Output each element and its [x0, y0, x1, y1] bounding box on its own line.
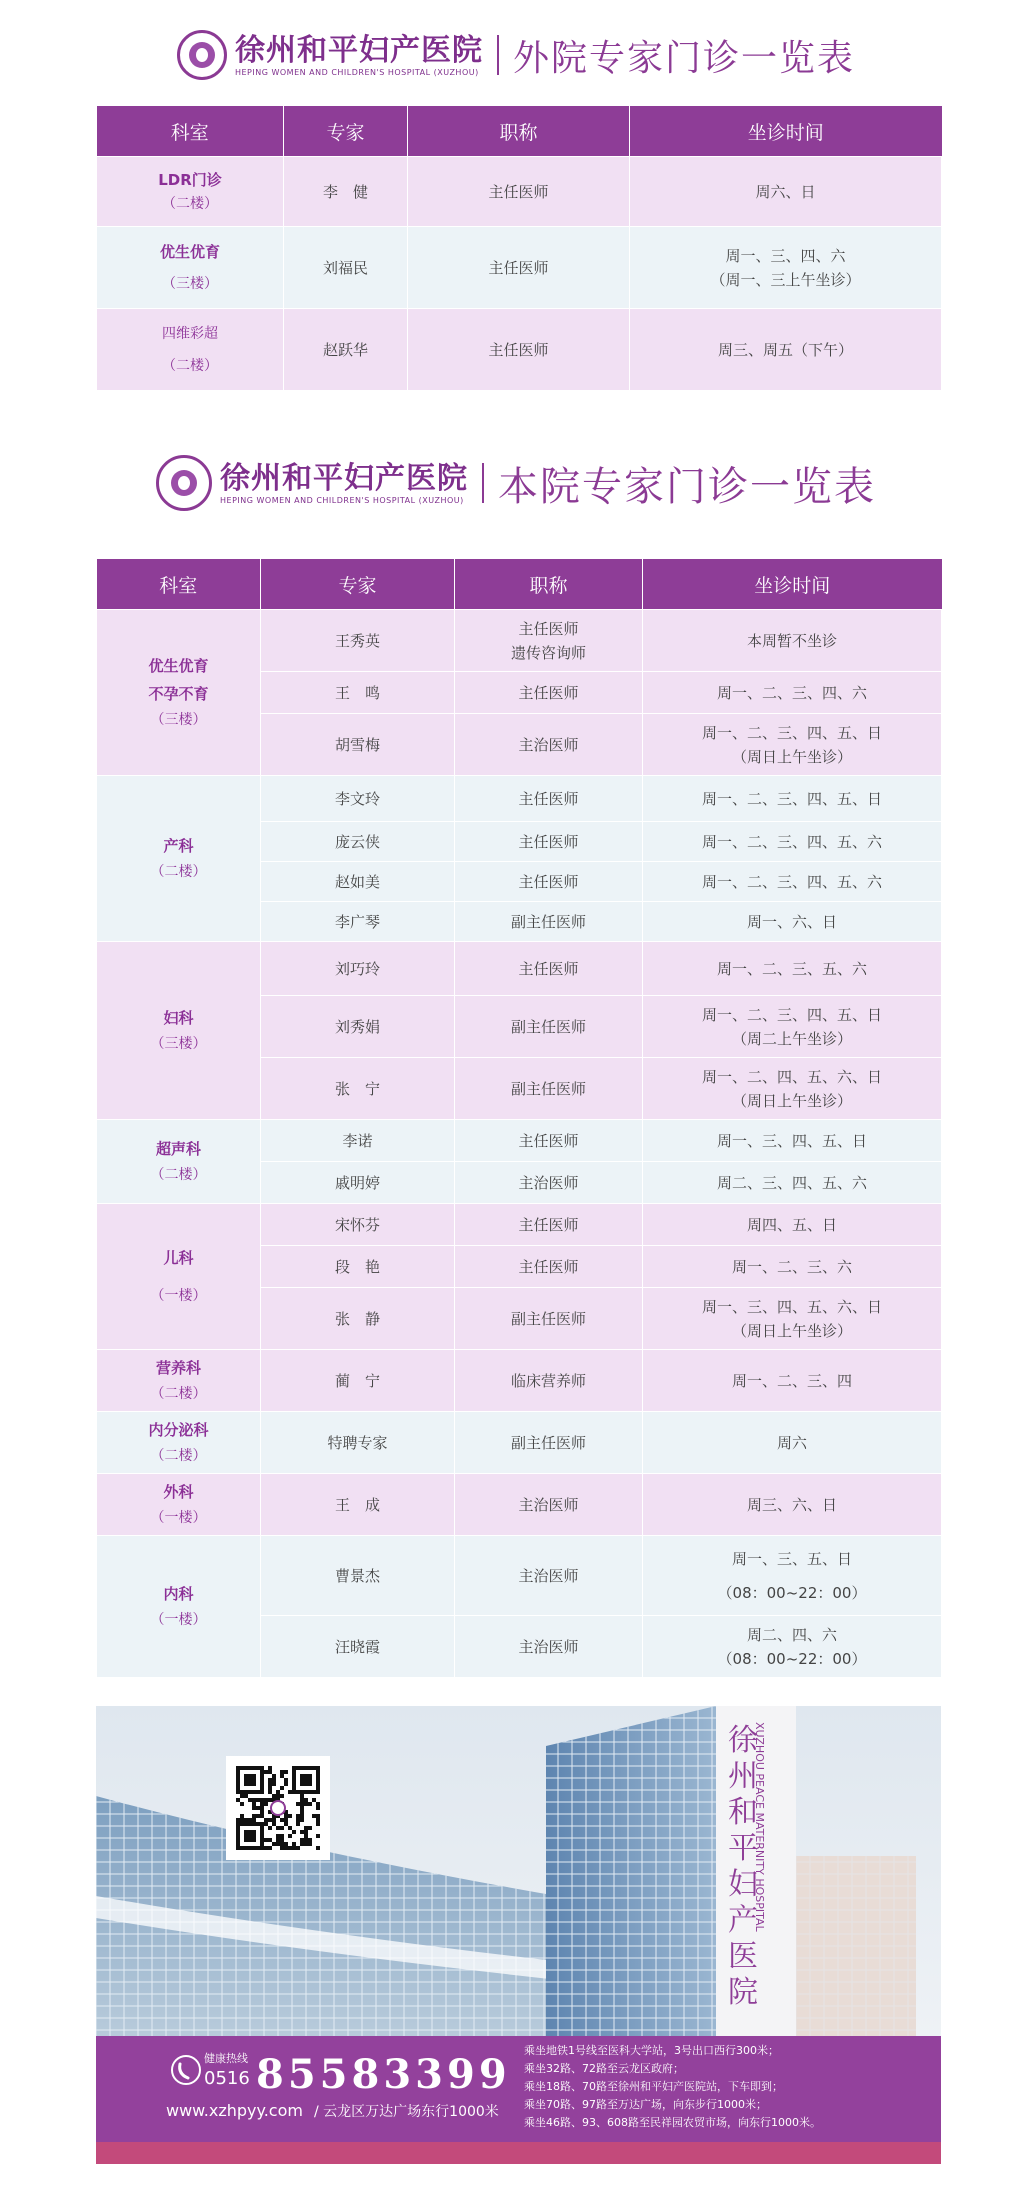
expert-cell: 赵如美	[261, 862, 455, 902]
table-row	[97, 309, 942, 391]
time-cell: 周一、二、三、四	[643, 1350, 942, 1412]
table-row	[97, 1204, 942, 1246]
time-cell: 周六	[643, 1412, 942, 1474]
direction-item: 乘坐70路、97路至万达广场，向东步行1000米；	[524, 2098, 767, 2111]
direction-item: 乘坐18路、70路至徐州和平妇产医院站，下车即到；	[524, 2080, 783, 2093]
direction-item: 乘坐46路、93、608路至民祥园农贸市场，向东行1000米。	[524, 2116, 821, 2129]
dept-cell: 内科 （一楼）	[97, 1536, 261, 1678]
expert-cell: 李文玲	[261, 776, 455, 822]
dept-cell: 营养科 （二楼）	[97, 1350, 261, 1412]
expert-cell: 蔺 宁	[261, 1350, 455, 1412]
header-expert: 专家	[284, 106, 408, 157]
dept-cell: 儿科 （一楼）	[97, 1204, 261, 1350]
header-divider	[497, 35, 499, 75]
header-divider	[482, 463, 484, 503]
time-cell: 周一、二、三、四、五、日 （周日上午坐诊）	[643, 714, 942, 776]
website-link[interactable]: www.xzhpyy.com	[166, 2101, 303, 2120]
table-row	[97, 227, 942, 309]
table-header-row	[97, 559, 942, 610]
time-cell: 周一、二、三、四、五、日	[643, 776, 942, 822]
title-cell: 主治医师	[455, 1162, 643, 1204]
dept-cell: LDR门诊 （二楼）	[97, 157, 284, 227]
title-cell: 主任医师	[455, 1204, 643, 1246]
hotline-number: 85583399	[256, 2051, 511, 2098]
title-cell: 主治医师	[455, 1474, 643, 1536]
title-cell: 副主任医师	[455, 1288, 643, 1350]
table-row	[97, 1412, 942, 1474]
title-cell: 主治医师	[455, 714, 643, 776]
hospital-logo	[156, 455, 468, 511]
expert-cell: 王 成	[261, 1474, 455, 1536]
internal-schedule-table	[96, 559, 942, 1678]
title-cell: 副主任医师	[455, 996, 643, 1058]
building-sign-en: XUZHOU PEACE MATERNITY HOSPITAL	[753, 1722, 766, 1932]
expert-cell: 王秀英	[261, 610, 455, 672]
time-cell: 周一、六、日	[643, 902, 942, 942]
title-cell: 副主任医师	[455, 902, 643, 942]
expert-cell: 曹景杰	[261, 1536, 455, 1616]
time-cell: 本周暂不坐诊	[643, 610, 942, 672]
external-schedule-table	[96, 106, 942, 391]
time-cell: 周一、二、三、四、五、六	[643, 862, 942, 902]
time-cell: 周一、二、四、五、六、日 （周日上午坐诊）	[643, 1058, 942, 1120]
expert-cell: 李 健	[284, 157, 408, 227]
expert-cell: 刘秀娟	[261, 996, 455, 1058]
expert-cell: 李广琴	[261, 902, 455, 942]
expert-cell: 刘福民	[284, 227, 408, 309]
expert-cell: 庞云侠	[261, 822, 455, 862]
time-cell: 周一、三、四、六 （周一、三上午坐诊）	[630, 227, 942, 309]
title-cell: 主任医师	[455, 822, 643, 862]
time-cell: 周三、六、日	[643, 1474, 942, 1536]
direction-item: 乘坐地铁1号线至医科大学站，3号出口西行300米；	[524, 2044, 779, 2057]
hospital-logo	[177, 30, 483, 80]
title-cell: 主任医师	[408, 227, 630, 309]
table-row	[97, 1350, 942, 1412]
expert-cell: 张 静	[261, 1288, 455, 1350]
external-title: 外院专家门诊一览表	[512, 37, 855, 79]
title-cell: 主任医师	[455, 1120, 643, 1162]
sign-char: 徐	[728, 1723, 758, 1758]
title-cell: 主任医师	[408, 157, 630, 227]
dept-cell: 内分泌科 （二楼）	[97, 1412, 261, 1474]
dept-cell: 四维彩超 （二楼）	[97, 309, 284, 391]
table-row	[97, 776, 942, 822]
header-title: 职称	[408, 106, 630, 157]
logo-icon	[156, 455, 212, 511]
expert-cell: 胡雪梅	[261, 714, 455, 776]
directions-list	[524, 2043, 821, 2129]
header-title: 职称	[455, 559, 643, 610]
sign-char: 医	[728, 1939, 758, 1974]
table-header-row	[97, 106, 942, 157]
dept-cell: 超声科 （二楼）	[97, 1120, 261, 1204]
expert-cell: 赵跃华	[284, 309, 408, 391]
header-expert: 专家	[261, 559, 455, 610]
time-cell: 周一、三、五、日 （08：00~22：00）	[643, 1536, 942, 1616]
address-text: / 云龙区万达广场东行1000米	[314, 2104, 499, 2120]
dept-cell: 产科 （二楼）	[97, 776, 261, 942]
hospital-name-cn: 徐州和平妇产医院	[234, 32, 483, 68]
expert-cell: 特聘专家	[261, 1412, 455, 1474]
time-cell: 周三、周五（下午）	[630, 309, 942, 391]
header-time: 坐诊时间	[630, 106, 942, 157]
hospital-banner	[96, 1706, 941, 2164]
expert-cell: 宋怀芬	[261, 1204, 455, 1246]
dept-cell: 外科 （一楼）	[97, 1474, 261, 1536]
expert-cell: 刘巧玲	[261, 942, 455, 996]
title-cell: 主任医师	[455, 672, 643, 714]
time-cell: 周一、二、三、六	[643, 1246, 942, 1288]
expert-cell: 张 宁	[261, 1058, 455, 1120]
building-sign-cn	[728, 1723, 758, 2010]
hotline-label: 健康热线	[204, 2052, 248, 2065]
title-cell: 主治医师	[455, 1536, 643, 1616]
expert-cell: 王 鸣	[261, 672, 455, 714]
table-row	[97, 1120, 942, 1162]
time-cell: 周一、二、三、四、五、六	[643, 822, 942, 862]
sign-char: 院	[728, 1975, 758, 2010]
expert-cell: 汪晓霞	[261, 1616, 455, 1678]
title-cell: 主任医师	[455, 862, 643, 902]
external-header	[0, 10, 1032, 100]
title-cell: 临床营养师	[455, 1350, 643, 1412]
table-row	[97, 610, 942, 672]
title-cell: 副主任医师	[455, 1412, 643, 1474]
time-cell: 周一、三、四、五、日	[643, 1120, 942, 1162]
table-row	[97, 1474, 942, 1536]
title-cell: 主任医师	[408, 309, 630, 391]
header-time: 坐诊时间	[643, 559, 942, 610]
hospital-name-en: HEPING WOMEN AND CHILDREN'S HOSPITAL (XUZHOU)	[234, 67, 479, 77]
sign-char: 和	[728, 1795, 758, 1830]
hospital-name-cn: 徐州和平妇产医院	[220, 460, 468, 496]
time-cell: 周一、三、四、五、六、日 （周日上午坐诊）	[643, 1288, 942, 1350]
time-cell: 周一、二、三、五、六	[643, 942, 942, 996]
time-cell: 周二、四、六 （08：00~22：00）	[643, 1616, 942, 1678]
table-row	[97, 942, 942, 996]
hospital-name-en: HEPING WOMEN AND CHILDREN'S HOSPITAL (XUZHOU)	[220, 495, 464, 505]
time-cell: 周一、二、三、四、五、日 （周二上午坐诊）	[643, 996, 942, 1058]
title-cell: 主任医师	[455, 1246, 643, 1288]
table-row	[97, 1536, 942, 1616]
banner-illustration	[96, 1706, 941, 2164]
time-cell: 周四、五、日	[643, 1204, 942, 1246]
header-dept: 科室	[97, 559, 261, 610]
expert-cell: 戚明婷	[261, 1162, 455, 1204]
dept-cell: 优生优育 不孕不育 （三楼）	[97, 610, 261, 776]
time-cell: 周六、日	[630, 157, 942, 227]
time-cell: 周一、二、三、四、六	[643, 672, 942, 714]
time-cell: 周二、三、四、五、六	[643, 1162, 942, 1204]
direction-item: 乘坐32路、72路至云龙区政府；	[524, 2062, 684, 2075]
title-cell: 副主任医师	[455, 1058, 643, 1120]
header-dept: 科室	[97, 106, 284, 157]
sign-char: 妇	[728, 1867, 758, 1902]
title-cell: 主任医师	[455, 776, 643, 822]
internal-header	[0, 435, 1032, 531]
title-cell: 主治医师	[455, 1616, 643, 1678]
title-cell: 主任医师	[455, 942, 643, 996]
sign-char: 平	[728, 1831, 758, 1866]
sign-char: 州	[728, 1759, 758, 1794]
table-row	[97, 157, 942, 227]
expert-cell: 段 艳	[261, 1246, 455, 1288]
internal-title: 本院专家门诊一览表	[498, 463, 876, 510]
sign-char: 产	[728, 1903, 758, 1938]
expert-cell: 李诺	[261, 1120, 455, 1162]
title-cell: 主任医师 遗传咨询师	[455, 610, 643, 672]
area-code: 0516	[204, 2068, 250, 2089]
logo-icon	[177, 30, 227, 80]
dept-cell: 优生优育 （三楼）	[97, 227, 284, 309]
dept-cell: 妇科 （三楼）	[97, 942, 261, 1120]
